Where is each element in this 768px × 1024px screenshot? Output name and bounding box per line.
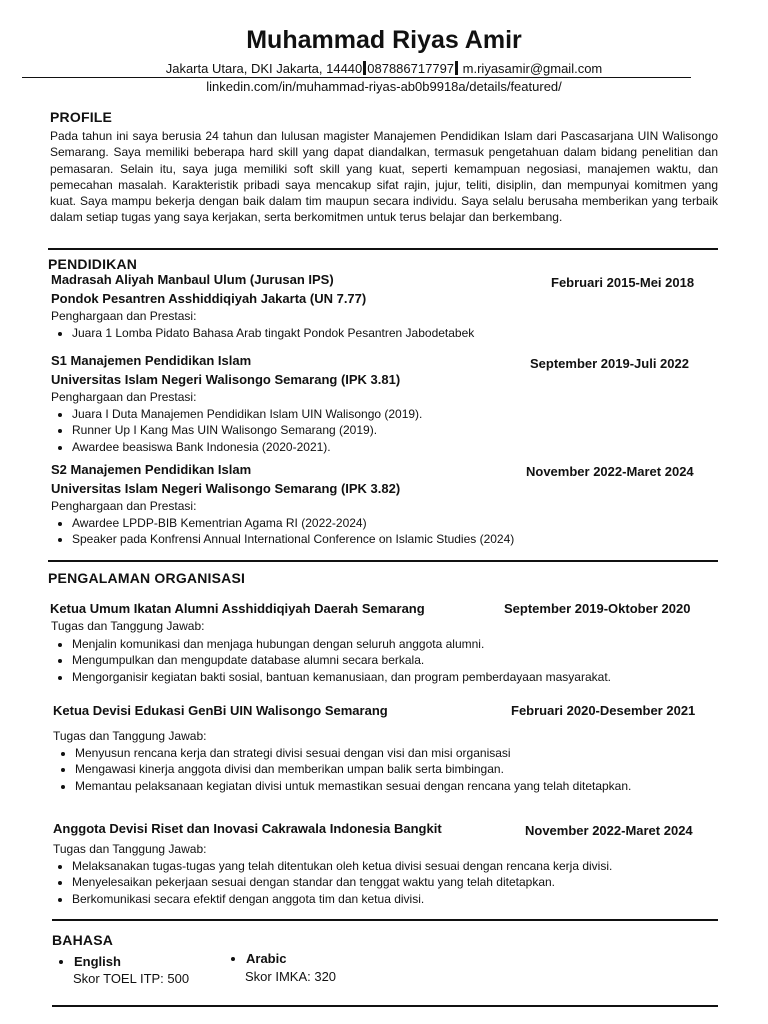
language-score: Skor IMKA: 320 bbox=[245, 969, 337, 984]
language-name: • Arabic bbox=[246, 950, 286, 967]
list-item: • Mengawasi kinerja anggota divisi dan memberikan umpan balik serta bimbingan. bbox=[75, 761, 675, 777]
contact-email[interactable]: m.riyasamir@gmail.com bbox=[462, 61, 603, 76]
section-divider bbox=[48, 560, 718, 562]
profile-text: Pada tahun ini saya berusia 24 tahun dan lulusan magister Manajemen Pendidikan Islam dari Pascasarjana UIN Walisongo Semarang. Saya memiliki beberapa hard skill yang dapat diandalkan, termasuk pengetahuan dalam bidang penelitian dan pemasaran. Selain itu, saya juga memiliki soft skill yang kuat, seperti kemampuan negosiasi, manajemen waktu, dan pemecahan masalah. Karakteristik pribadi saya mencakup sifat rajin, jujur, teliti, disiplin, dan mempunyai komitmen yang kuat. Saya mampu bekerja dengan baik dalam tim maupun secara individu. Saya selalu berusaha memberikan yang terbaik dalam setiap tugas yang saya kerjakan, serta berkomitmen untuk terus belajar dan berkembang. bbox=[50, 129, 718, 225]
education-title: Madrasah Aliyah Manbaul Ulum (Jurusan IPS) bbox=[51, 272, 334, 287]
language-score: Skor TOEL ITP: 500 bbox=[73, 971, 190, 986]
organization-date: November 2022-Maret 2024 bbox=[525, 823, 693, 838]
organization-subhead: Tugas dan Tanggung Jawab: bbox=[51, 619, 205, 633]
organization-heading: PENGALAMAN ORGANISASI bbox=[48, 570, 246, 586]
list-item: • Mengumpulkan dan mengupdate database alumni secara berkala. bbox=[72, 652, 611, 668]
education-list bbox=[52, 406, 422, 455]
education-date: November 2022-Maret 2024 bbox=[526, 464, 694, 479]
organization-title: Ketua Umum Ikatan Alumni Asshiddiqiyah Daerah Semarang bbox=[50, 601, 425, 616]
list-item: • Memantau pelaksanaan kegiatan divisi untuk memastikan sesuai dengan rencana yang telah ditetapkan. bbox=[75, 778, 675, 794]
header-divider bbox=[22, 77, 691, 78]
education-institution: Pondok Pesantren Asshiddiqiyah Jakarta (UN 7.77) bbox=[51, 291, 367, 306]
language-name: • English bbox=[74, 953, 121, 970]
education-institution: Universitas Islam Negeri Walisongo Semarang (IPK 3.82) bbox=[51, 481, 401, 496]
education-subhead: Penghargaan dan Prestasi: bbox=[51, 309, 197, 323]
language-arabic bbox=[226, 950, 286, 967]
organization-list bbox=[52, 858, 612, 907]
section-divider bbox=[52, 919, 718, 921]
list-item: • Melaksanakan tugas-tugas yang telah ditentukan oleh ketua divisi sesuai dengan rencana kerja divisi. bbox=[72, 858, 612, 874]
list-item: • Runner Up I Kang Mas UIN Walisongo Semarang (2019). bbox=[72, 422, 422, 438]
education-heading: PENDIDIKAN bbox=[48, 256, 138, 272]
contact-line bbox=[0, 61, 768, 76]
section-divider bbox=[48, 248, 718, 250]
organization-date: September 2019-Oktober 2020 bbox=[504, 601, 691, 616]
list-item: • Juara I Duta Manajemen Pendidikan Islam UIN Walisongo (2019). bbox=[72, 406, 422, 422]
resume-name: Muhammad Riyas Amir bbox=[246, 26, 522, 54]
education-list bbox=[52, 515, 514, 548]
organization-list bbox=[55, 745, 675, 794]
section-divider bbox=[52, 1005, 718, 1007]
organization-title: Anggota Devisi Riset dan Inovasi Cakrawala Indonesia Bangkit bbox=[53, 821, 442, 836]
list-item: • Menyusun rencana kerja dan strategi divisi sesuai dengan visi dan misi organisasi bbox=[75, 745, 675, 761]
education-subhead: Penghargaan dan Prestasi: bbox=[51, 499, 197, 513]
organization-list bbox=[52, 636, 611, 685]
education-title: S1 Manajemen Pendidikan Islam bbox=[51, 353, 252, 368]
contact-phone: 087886717797 bbox=[367, 61, 455, 76]
education-date: September 2019-Juli 2022 bbox=[530, 356, 689, 371]
contact-separator bbox=[363, 61, 366, 75]
organization-date: Februari 2020-Desember 2021 bbox=[511, 703, 696, 718]
linkedin-link[interactable]: linkedin.com/in/muhammad-riyas-ab0b9918a/details/featured/ bbox=[206, 79, 562, 94]
profile-heading: PROFILE bbox=[50, 109, 113, 125]
list-item: • Berkomunikasi secara efektif dengan anggota tim dan ketua divisi. bbox=[72, 891, 612, 907]
list-item: • Mengorganisir kegiatan bakti sosial, bantuan kemanusiaan, dan program pemberdayaan masyarakat. bbox=[72, 669, 611, 685]
languages-heading: BAHASA bbox=[52, 932, 114, 948]
organization-subhead: Tugas dan Tanggung Jawab: bbox=[53, 842, 207, 856]
list-item: • Juara 1 Lomba Pidato Bahasa Arab tingakt Pondok Pesantren Jabodetabek bbox=[72, 325, 474, 341]
contact-location: Jakarta Utara, DKI Jakarta, 14440 bbox=[165, 61, 363, 76]
education-institution: Universitas Islam Negeri Walisongo Semarang (IPK 3.81) bbox=[51, 372, 401, 387]
organization-subhead: Tugas dan Tanggung Jawab: bbox=[53, 729, 207, 743]
organization-title: Ketua Devisi Edukasi GenBi UIN Walisongo Semarang bbox=[53, 703, 388, 718]
contact-separator bbox=[455, 61, 458, 75]
list-item: • Awardee beasiswa Bank Indonesia (2020-2021). bbox=[72, 439, 422, 455]
list-item: • Menjalin komunikasi dan menjaga hubungan dengan seluruh anggota alumni. bbox=[72, 636, 611, 652]
list-item: • Awardee LPDP-BIB Kementrian Agama RI (2022-2024) bbox=[72, 515, 514, 531]
list-item: • Menyelesaikan pekerjaan sesuai dengan standar dan tenggat waktu yang telah ditetapkan. bbox=[72, 874, 612, 890]
education-date: Februari 2015-Mei 2018 bbox=[551, 275, 695, 290]
education-subhead: Penghargaan dan Prestasi: bbox=[51, 390, 197, 404]
language-english bbox=[54, 953, 121, 970]
education-list bbox=[52, 325, 474, 341]
education-title: S2 Manajemen Pendidikan Islam bbox=[51, 462, 252, 477]
list-item: • Speaker pada Konfrensi Annual International Conference on Islamic Studies (2024) bbox=[72, 531, 514, 547]
